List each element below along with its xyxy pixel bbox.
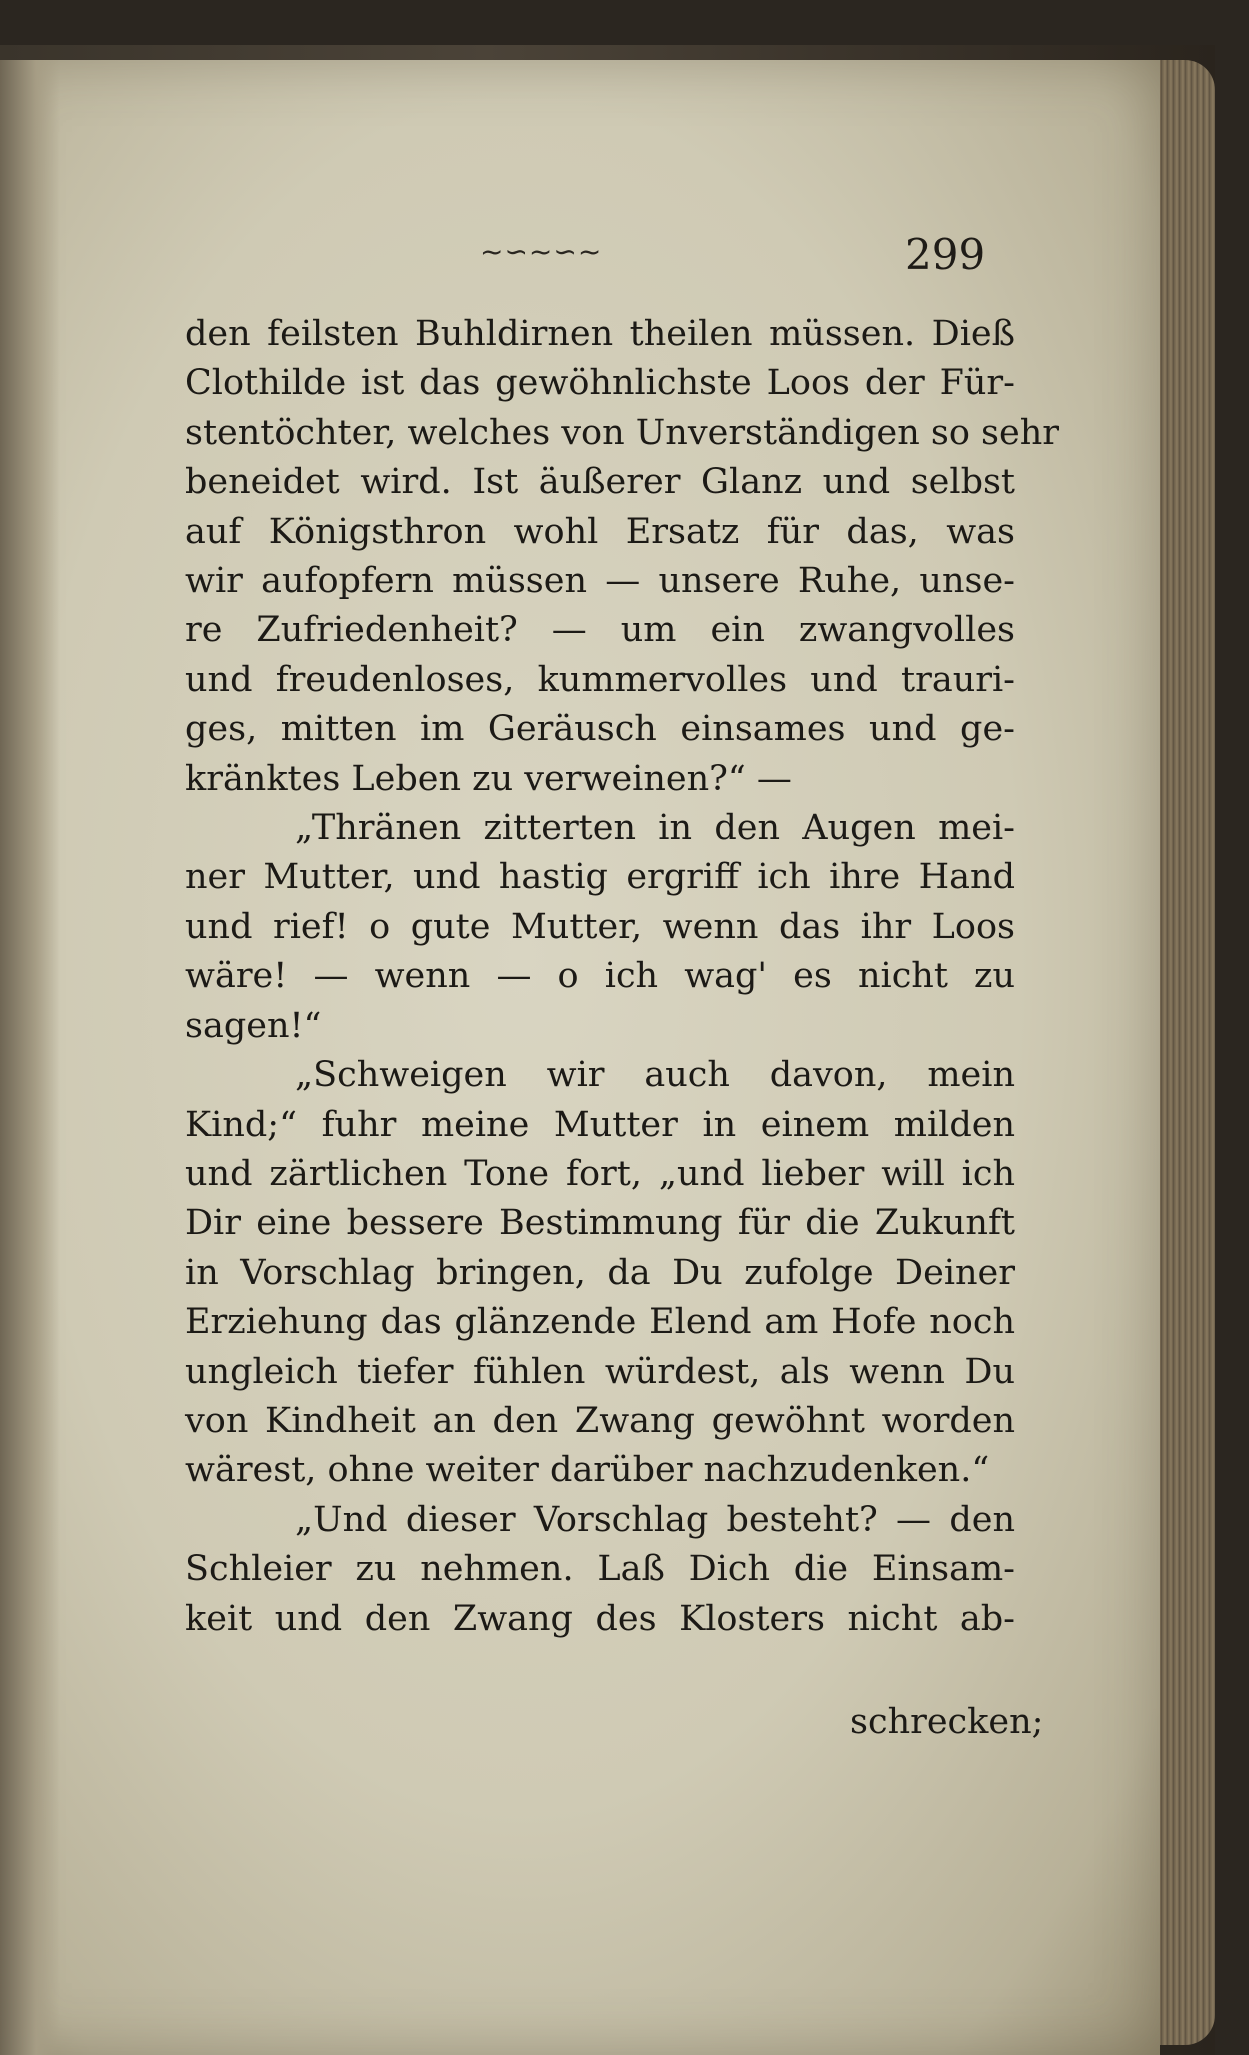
text-line: Kind;“ fuhr meine Mutter in einem milden bbox=[185, 1104, 1015, 1145]
page-gutter bbox=[0, 60, 60, 2055]
ornament-icon: ~∽~∽~ bbox=[480, 235, 603, 268]
text-line: Dir eine bessere Bestimmung für die Zukunft bbox=[185, 1203, 1015, 1244]
text-line: von Kindheit an den Zwang gewöhnt worden bbox=[185, 1400, 1015, 1441]
page-number: 299 bbox=[905, 230, 986, 279]
text-line: Schleier zu nehmen. Laß Dich die Einsam- bbox=[185, 1549, 1015, 1590]
text-line: den feilsten Buhldirnen theilen müssen. Dieß bbox=[185, 314, 1015, 354]
text-line: und zärtlichen Tone fort, „und lieber will ich bbox=[185, 1153, 1015, 1194]
text-line: wärest, ohne weiter darüber nachzudenken.“ bbox=[185, 1450, 990, 1491]
text-line: „Schweigen wir auch davon, mein bbox=[295, 1055, 1015, 1096]
text-line: ges, mitten im Geräusch einsames und ge- bbox=[185, 709, 1015, 750]
text-line: Erziehung das glänzende Elend am Hofe noch bbox=[185, 1302, 1015, 1343]
text-line: keit und den Zwang des Klosters nicht ab- bbox=[185, 1598, 1015, 1639]
text-line: wäre! — wenn — o ich wag' es nicht zu bbox=[185, 956, 1015, 997]
text-line: auf Königsthron wohl Ersatz für das, was bbox=[185, 511, 1015, 552]
text-line: kränktes Leben zu verweinen?“ — bbox=[185, 758, 792, 799]
text-line: „Und dieser Vorschlag besteht? — den bbox=[295, 1499, 1015, 1540]
body-text bbox=[185, 310, 1059, 1644]
text-line: beneidet wird. Ist äußerer Glanz und selbst bbox=[185, 462, 1015, 503]
text-line: ungleich tiefer fühlen würdest, als wenn Du bbox=[185, 1351, 1015, 1392]
catchword: schrecken; bbox=[850, 1702, 1044, 1742]
text-line: sagen!“ bbox=[185, 1005, 322, 1046]
text-line: Clothilde ist das gewöhnlichste Loos der Für- bbox=[185, 363, 1015, 404]
text-line: wir aufopfern müssen — unsere Ruhe, unse- bbox=[185, 561, 1015, 602]
text-line: re Zufriedenheit? — um ein zwangvolles bbox=[185, 610, 1015, 651]
text-line: „Thränen zitterten in den Augen mei- bbox=[295, 808, 1015, 849]
text-line: und rief! o gute Mutter, wenn das ihr Loos bbox=[185, 906, 1015, 947]
text-line: und freudenloses, kummervolles und trauri- bbox=[185, 659, 1015, 700]
text-line: stentöchter, welches von Unverständigen so sehr bbox=[185, 412, 1059, 453]
text-line: in Vorschlag bringen, da Du zufolge Deiner bbox=[185, 1252, 1015, 1293]
text-line: ner Mutter, und hastig ergriff ich ihre Hand bbox=[185, 857, 1015, 898]
page-header bbox=[0, 230, 1160, 279]
